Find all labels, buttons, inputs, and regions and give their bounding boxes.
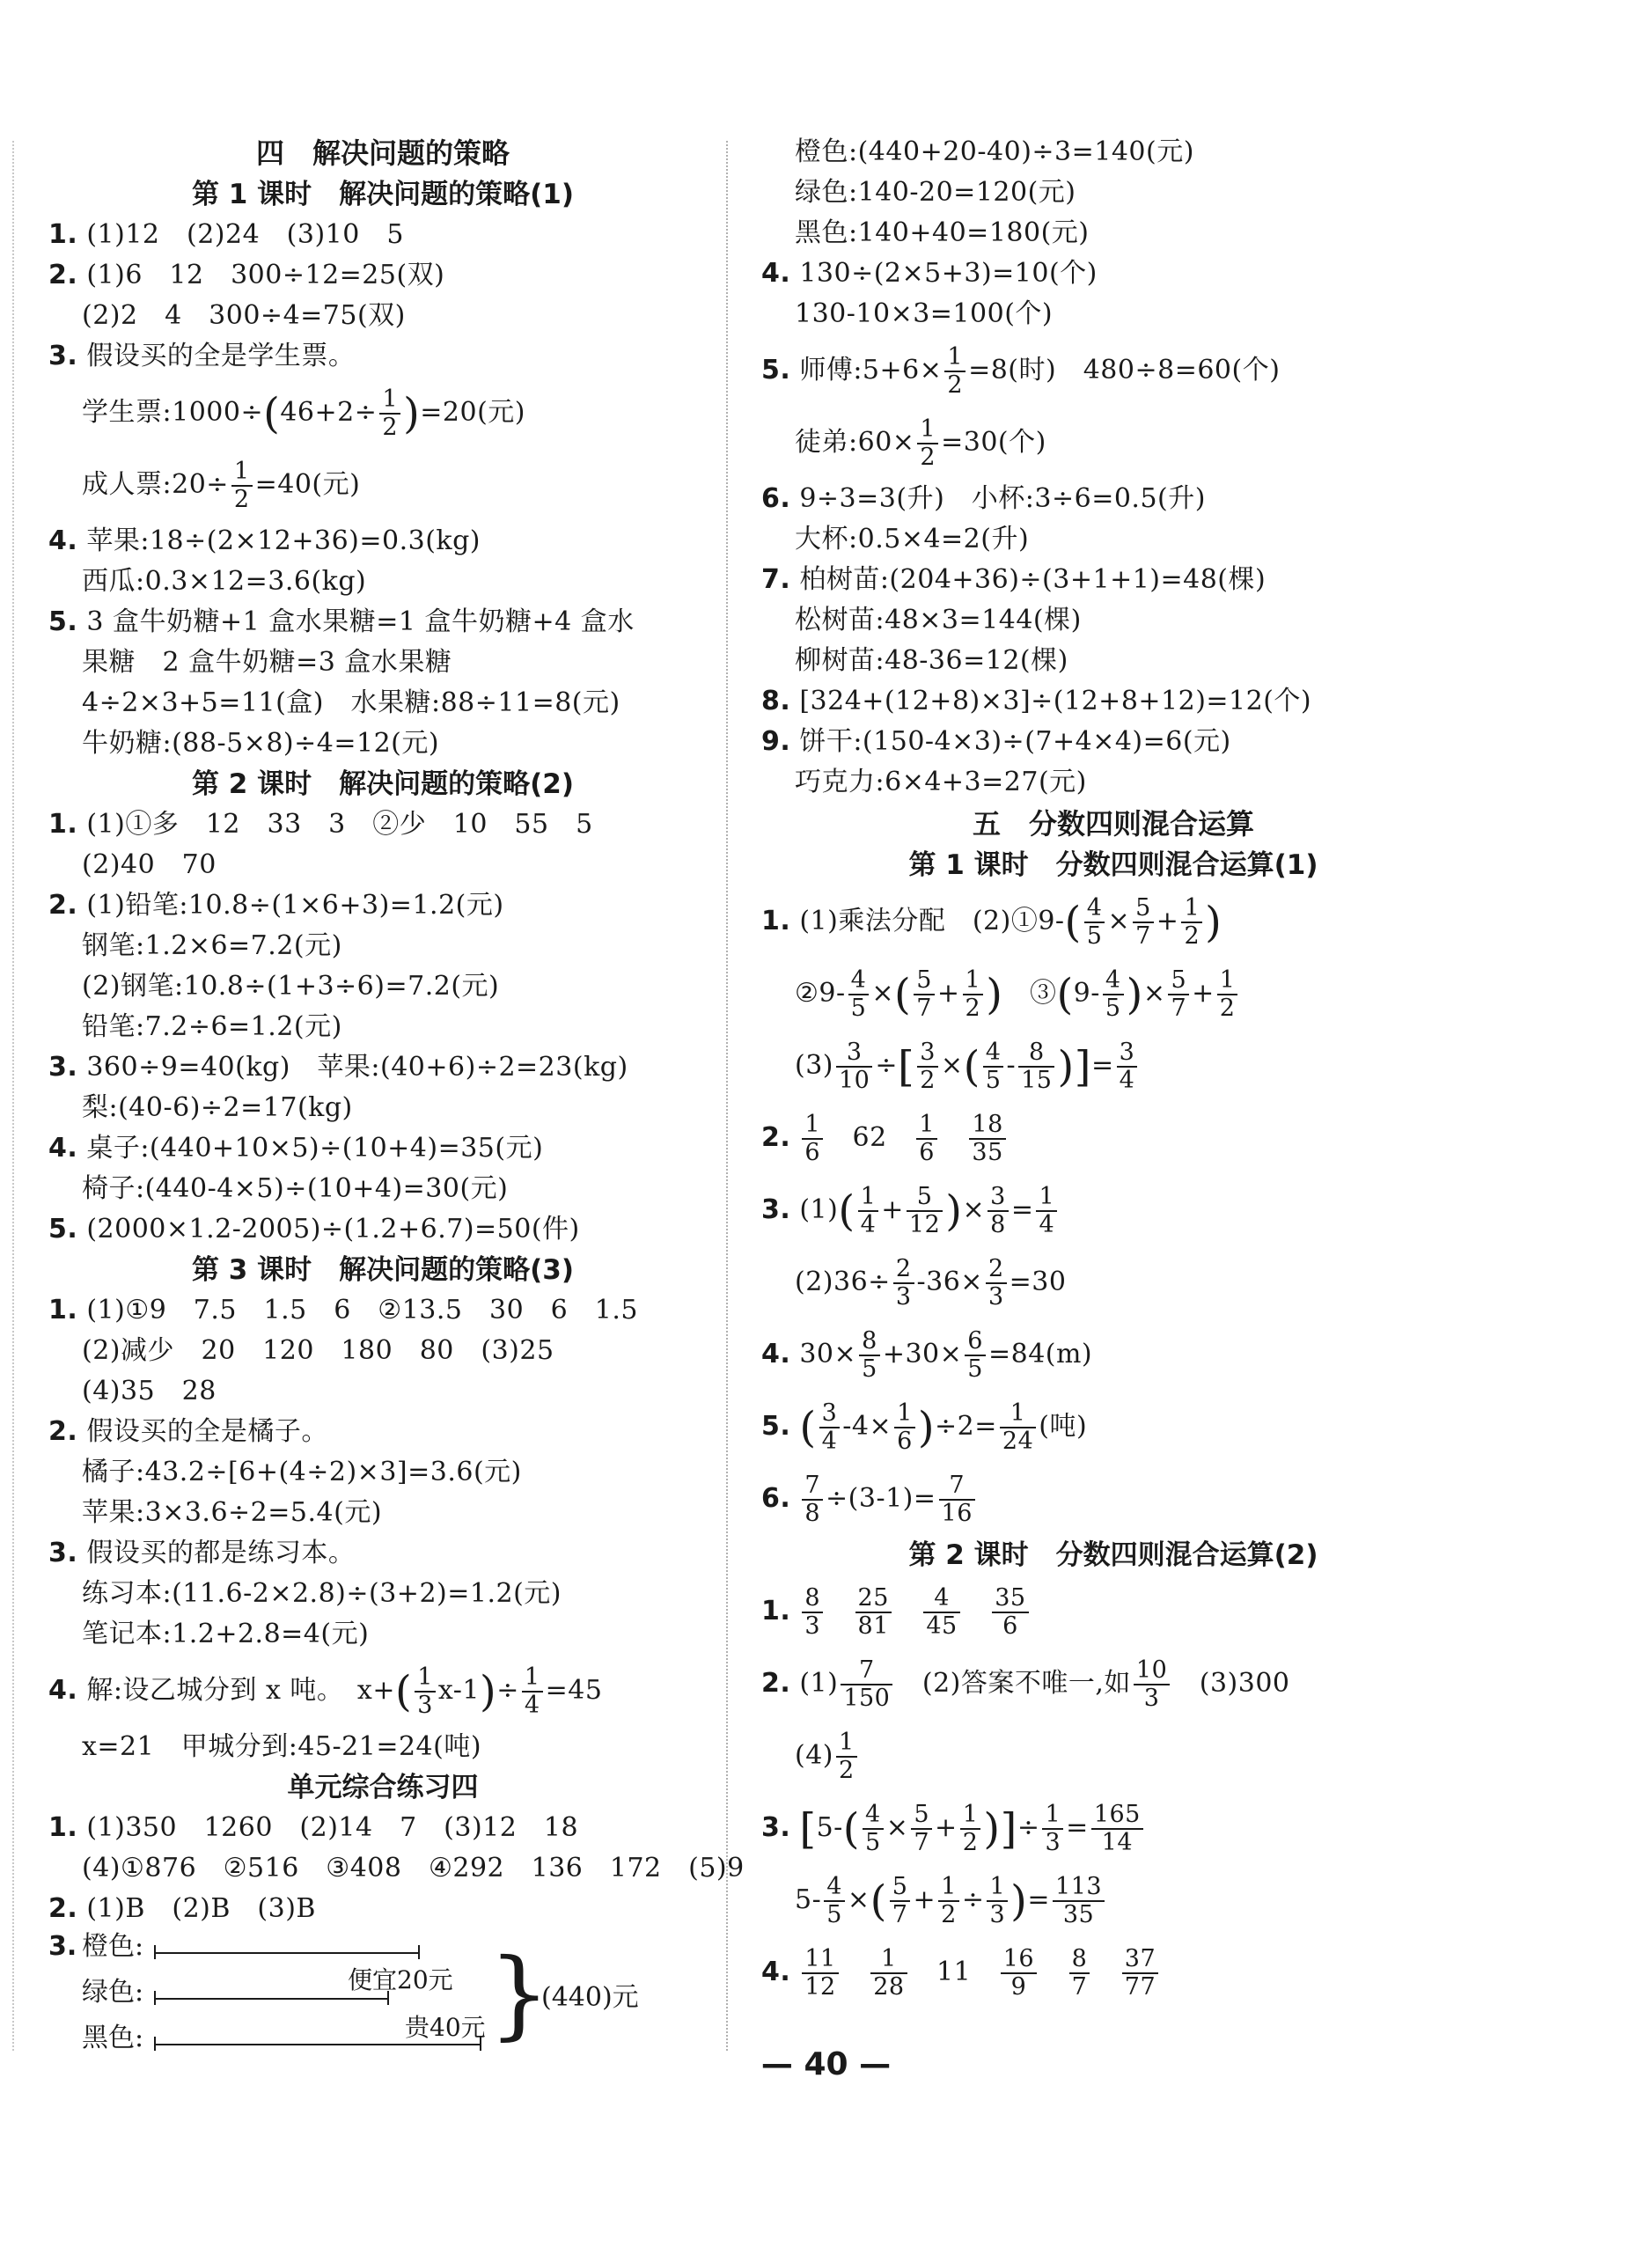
answer-line: 铅笔:7.2÷6=1.2(元) — [82, 1011, 342, 1042]
answer-line: (2)40 70 — [82, 849, 217, 880]
black-segment — [154, 2044, 480, 2045]
answer-line: 4. 130÷(2×5+3)=10(个) — [761, 258, 1098, 289]
answer-line-fraction: 5- $\frac{4}{5}$ ×( $\frac{5}{7}$ + $\frac{1}{2}$ ÷ $\frac{1}{3}$ )= $\frac{113}{35}$ — [761, 1864, 1465, 1936]
orange-segment — [154, 1952, 418, 1954]
total-brace: } — [488, 1937, 550, 2050]
answer-line-fraction: 3. (1)( $\frac{1}{4}$ + $\frac{5}{12}$ )× $\frac{3}{8}$ = $\frac{1}{4}$ — [761, 1174, 1465, 1246]
answer-line-fraction: 1. (1)乘法分配 (2)①9-( $\frac{4}{5}$ × $\frac{5}{7}$ + $\frac{1}{2}$ ) — [761, 894, 1222, 950]
answer-line-fraction: 2. $\frac{1}{6}$ 62 $\frac{1}{6}$ $\frac{18}{35}$ — [761, 1102, 1465, 1174]
answer-line: 橙色:(440+20-40)÷3=140(元) — [795, 136, 1194, 167]
orange-label: 橙色: — [82, 1931, 144, 1962]
lesson-title: 第 1 课时 分数四则混合运算(1) — [908, 849, 1318, 881]
page-number: — 40 — — [760, 2046, 892, 2082]
answer-line-fraction: 3. [5-( $\frac{4}{5}$ × $\frac{5}{7}$ + $\frac{1}{2}$ )]÷ $\frac{1}{3}$ = $\frac{165}{14}$ — [761, 1792, 1465, 1864]
lesson-title: 第 2 课时 分数四则混合运算(2) — [908, 1539, 1318, 1571]
segment-tick — [418, 1945, 420, 1959]
answer-line: 2. (1)B (2)B (3)B — [48, 1893, 316, 1924]
answer-line: 大杯:0.5×4=2(升) — [795, 524, 1030, 554]
answer-line: 7. 柏树苗:(204+36)÷(3+1+1)=48(棵) — [761, 564, 1267, 595]
column-divider — [726, 141, 728, 2051]
unit-title: 四 解决问题的策略 — [255, 136, 510, 170]
cheaper-label: 便宜20元 — [348, 1965, 453, 1994]
answer-line: 5. 3 盒牛奶糖+1 盒水果糖=1 盒牛奶糖+4 盒水 — [48, 606, 635, 637]
answer-line-fraction: 2. (1) $\frac{7}{150}$ (2)答案不唯一,如 $\frac{10}{3}$ (3)300 — [761, 1656, 1290, 1712]
answer-line: (4)①876 ②516 ③408 ④292 136 172 (5)9 — [82, 1853, 745, 1884]
lesson-title: 第 3 课时 解决问题的策略(3) — [191, 1254, 575, 1286]
answer-line-fraction: 1. $\frac{8}{3}$ $\frac{25}{81}$ $\frac{4}{45}$ $\frac{35}{6}$ — [761, 1575, 1465, 1648]
answer-line-fraction: 6. $\frac{7}{8}$ ÷(3-1)= $\frac{7}{16}$ — [761, 1463, 1465, 1535]
answer-line-fraction: 徒弟:60× $\frac{1}{2}$ =30(个) — [795, 415, 1046, 471]
answer-line: x=21 甲城分到:45-21=24(吨) — [82, 1731, 482, 1762]
right-column — [761, 132, 1465, 2008]
answer-line: 3. 假设买的都是练习本。 — [48, 1538, 356, 1568]
answer-line: 苹果:3×3.6÷2=5.4(元) — [82, 1497, 383, 1528]
left-column — [48, 132, 745, 2061]
answer-line-fraction: (2)36÷ $\frac{2}{3}$ -36× $\frac{2}{3}$ =30 — [795, 1255, 1067, 1311]
green-label: 绿色: — [82, 1977, 144, 2008]
lesson-title: 第 1 课时 解决问题的策略(1) — [191, 179, 575, 210]
answer-line: 1. (1)350 1260 (2)14 7 (3)12 18 — [48, 1812, 579, 1843]
answer-line: 1. (1)①9 7.5 1.5 6 ②13.5 30 6 1.5 — [48, 1295, 638, 1325]
answer-line-fraction: (3) $\frac{3}{10}$ ÷[ $\frac{3}{2}$ ×( $\frac{4}{5}$ - $\frac{8}{15}$ )]= $\frac{3}{4}$ — [761, 1030, 1465, 1102]
answer-line: 钢笔:1.2×6=7.2(元) — [82, 930, 342, 961]
answer-line: (2)2 4 300÷4=75(双) — [82, 300, 406, 331]
answer-line: 3. 假设买的全是学生票。 — [48, 341, 356, 371]
answer-line: 3. 360÷9=40(kg) 苹果:(40+6)÷2=23(kg) — [48, 1052, 628, 1083]
answer-line-fraction: 5. ( $\frac{3}{4}$ -4× $\frac{1}{6}$ )÷2= $\frac{1}{24}$ (吨) — [761, 1399, 1088, 1455]
answer-line: 绿色:140-20=120(元) — [795, 177, 1076, 208]
answer-line: (2)钢笔:10.8÷(1+3÷6)=7.2(元) — [82, 971, 500, 1002]
lesson-title: 第 2 课时 解决问题的策略(2) — [191, 768, 575, 800]
answer-line: 4. 苹果:18÷(2×12+36)=0.3(kg) — [48, 525, 481, 556]
answer-line: 巧克力:6×4+3=27(元) — [795, 767, 1087, 797]
pricier-label: 贵40元 — [405, 2013, 486, 2042]
answer-line: 果糖 2 盒牛奶糖=3 盒水果糖 — [82, 647, 452, 678]
answer-line: 椅子:(440-4×5)÷(10+4)=30(元) — [82, 1173, 509, 1204]
answer-line: 9. 饼干:(150-4×3)÷(7+4×4)=6(元) — [761, 726, 1231, 757]
answer-line: 8. [324+(12+8)×3]÷(12+8+12)=12(个) — [761, 686, 1312, 716]
total-label: (440)元 — [541, 1982, 639, 2013]
margin-line — [12, 141, 14, 2051]
answer-line: 2. (1)6 12 300÷12=25(双) — [48, 260, 445, 290]
answer-line: 梨:(40-6)÷2=17(kg) — [82, 1092, 353, 1123]
answer-line: (4)35 28 — [82, 1376, 217, 1406]
answer-line: 2. 假设买的全是橘子。 — [48, 1416, 328, 1447]
answer-line: 牛奶糖:(88-5×8)÷4=12(元) — [82, 728, 440, 759]
green-segment — [154, 1998, 387, 2000]
unit-title: 五 分数四则混合运算 — [972, 807, 1254, 841]
answer-line: 西瓜:0.3×12=3.6(kg) — [82, 566, 367, 597]
answer-line-fraction: ②9- $\frac{4}{5}$ ×( $\frac{5}{7}$ + $\frac{1}{2}$ ) ③(9- $\frac{4}{5}$ )× $\frac{5}{7}$ + $\frac{1}{2}$ — [761, 958, 1465, 1030]
answer-line-fraction: 5. 师傅:5+6× $\frac{1}{2}$ =8(时) 480÷8=60(个) — [761, 343, 1281, 399]
answer-line: 1. (1)①多 12 33 3 ②少 10 55 5 — [48, 809, 593, 840]
line-segment-diagram: 3. 橙色: 绿色: 黑色: 便宜20元 贵40元 } (440)元 — [48, 1929, 664, 2061]
answer-line: 6. 9÷3=3(升) 小杯:3÷6=0.5(升) — [761, 483, 1206, 514]
answer-line-fraction: 4. $\frac{11}{12}$ $\frac{1}{28}$ 11 $\frac{16}{9}$ $\frac{8}{7}$ $\frac{37}{77}$ — [761, 1936, 1465, 2008]
answer-line: 2. (1)铅笔:10.8÷(1×6+3)=1.2(元) — [48, 890, 504, 921]
answer-line: 4. 桌子:(440+10×5)÷(10+4)=35(元) — [48, 1133, 544, 1164]
answer-line-fraction: 4. 解:设乙城分到 x 吨。 x+( $\frac{1}{3}$ x-1)÷ $\frac{1}{4}$ =45 — [48, 1663, 603, 1719]
answer-line: 4÷2×3+5=11(盒) 水果糖:88÷11=8(元) — [82, 687, 620, 718]
answer-line: 130-10×3=100(个) — [795, 298, 1054, 329]
lesson-title: 单元综合练习四 — [287, 1772, 479, 1803]
answer-line: (2)减少 20 120 180 80 (3)25 — [82, 1335, 554, 1366]
segment-tick — [154, 1945, 156, 1959]
answer-line: 练习本:(11.6-2×2.8)÷(3+2)=1.2(元) — [82, 1578, 562, 1609]
answer-line: 笔记本:1.2+2.8=4(元) — [82, 1619, 370, 1649]
answer-line: 1. (1)12 (2)24 (3)10 5 — [48, 219, 404, 250]
answer-line-fraction: 学生票:1000÷(46+2÷ $\frac{1}{2}$ )=20(元) — [82, 386, 526, 441]
answer-line: 松树苗:48×3=144(棵) — [795, 605, 1082, 635]
segment-tick — [154, 1991, 156, 2005]
answer-line: 5. (2000×1.2-2005)÷(1.2+6.7)=50(件) — [48, 1214, 580, 1245]
answer-line-fraction: 4. 30× $\frac{8}{5}$ +30× $\frac{6}{5}$ =84(m) — [761, 1327, 1093, 1383]
answer-line: 柳树苗:48-36=12(棵) — [795, 645, 1068, 676]
black-label: 黑色: — [82, 2023, 144, 2053]
answer-line: 黑色:140+40=180(元) — [795, 217, 1090, 248]
answer-line-fraction: 成人票:20÷ $\frac{1}{2}$ =40(元) — [82, 458, 361, 513]
answer-line-fraction: (4) $\frac{1}{2}$ — [761, 1720, 1465, 1792]
answer-line: 橘子:43.2÷[6+(4÷2)×3]=3.6(元) — [82, 1457, 522, 1487]
